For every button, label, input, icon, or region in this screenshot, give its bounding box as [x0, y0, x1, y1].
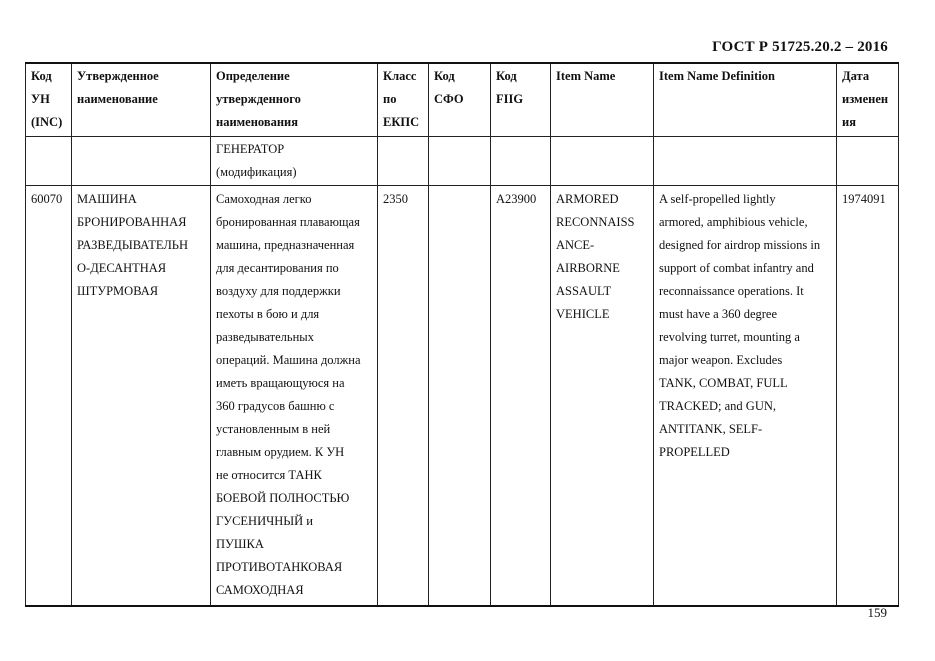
- cell-text-line: (INC): [31, 115, 63, 129]
- cell-text-line: ANCE-: [556, 238, 595, 252]
- col-header-sfo-code: [429, 63, 491, 137]
- cell-text-line: PROPELLED: [659, 445, 730, 459]
- cell-text-line: Определение: [216, 69, 290, 83]
- cell-text-line: ия: [842, 115, 856, 129]
- cell-text-line: VEHICLE: [556, 307, 610, 321]
- cell-text-line: ШТУРМОВАЯ: [77, 284, 159, 298]
- cell-text-line: Класс: [383, 69, 417, 83]
- cell-text-line: ГЕНЕРАТОР: [216, 142, 285, 156]
- cell-text-line: TANK, COMBAT, FULL: [659, 376, 788, 390]
- cell-text-line: УН: [31, 92, 50, 106]
- cell-text-line: A self-propelled lightly: [659, 192, 776, 206]
- cell-text-line: ГУСЕНИЧНЫЙ и: [216, 514, 313, 528]
- page-number: 159: [867, 605, 887, 620]
- cell-ekps-class: [378, 137, 429, 186]
- cell-text-line: Утвержденное: [77, 69, 159, 83]
- table-row: [26, 186, 899, 606]
- cell-text-line: не относится ТАНК: [216, 468, 322, 482]
- col-header-item-definition: [654, 63, 837, 137]
- cell-text-line: РАЗВЕДЫВАТЕЛЬН: [77, 238, 188, 252]
- cell-definition: [211, 137, 378, 186]
- cell-inc: 60070: [26, 186, 72, 606]
- cell-text-line: О-ДЕСАНТНАЯ: [77, 261, 167, 275]
- cell-text-line: ARMORED: [556, 192, 619, 206]
- cell-text-line: RECONNAISS: [556, 215, 635, 229]
- cell-text-line: операций. Машина должна: [216, 353, 361, 367]
- cell-text-line: по: [383, 92, 397, 106]
- cell-change-date: [837, 137, 899, 186]
- cell-fiig-code: [491, 137, 551, 186]
- cell-text-line: для десантирования по: [216, 261, 339, 275]
- cell-text-line: бронированная плавающая: [216, 215, 360, 229]
- cell-text-line: Item Name Definition: [659, 69, 775, 83]
- cell-text-line: разведывательных: [216, 330, 314, 344]
- cell-item-name: [551, 137, 654, 186]
- cell-text-line: ПУШКА: [216, 537, 264, 551]
- cell-inc: [26, 137, 72, 186]
- cell-text-line: изменен: [842, 92, 889, 106]
- cell-text-line: (модификация): [216, 165, 297, 179]
- cell-text-line: установленным в ней: [216, 422, 331, 436]
- cell-text-line: Дата: [842, 69, 870, 83]
- col-header-item-name: [551, 63, 654, 137]
- col-header-change-date: [837, 63, 899, 137]
- cell-definition: [211, 186, 378, 606]
- document-standard-header: ГОСТ Р 51725.20.2 – 2016: [712, 39, 888, 55]
- cell-text-line: иметь вращающуюся на: [216, 376, 345, 390]
- cell-text-line: воздуху для поддержки: [216, 284, 341, 298]
- cell-fiig-code: A23900: [491, 186, 551, 606]
- cell-approved-name: [72, 137, 211, 186]
- cell-text-line: САМОХОДНАЯ: [216, 583, 304, 597]
- cell-text-line: armored, amphibious vehicle,: [659, 215, 808, 229]
- table-row-continuation: [26, 137, 899, 186]
- cell-text-line: наименования: [216, 115, 299, 129]
- cell-text-line: главным орудием. К УН: [216, 445, 345, 459]
- cell-text-line: ЕКПС: [383, 115, 420, 129]
- cell-text-line: 360 градусов башню с: [216, 399, 335, 413]
- registry-table: [25, 62, 899, 607]
- cell-text-line: БОЕВОЙ ПОЛНОСТЬЮ: [216, 491, 350, 505]
- col-header-inc: [26, 63, 72, 137]
- cell-text-line: Item Name: [556, 69, 616, 83]
- col-header-definition: [211, 63, 378, 137]
- cell-text-line: МАШИНА: [77, 192, 137, 206]
- cell-text-line: утвержденного: [216, 92, 301, 106]
- cell-text-line: СФО: [434, 92, 464, 106]
- cell-sfo-code: [429, 186, 491, 606]
- cell-text-line: пехоты в бою и для: [216, 307, 320, 321]
- cell-text-line: Код: [434, 69, 455, 83]
- cell-text-line: major weapon. Excludes: [659, 353, 783, 367]
- cell-text-line: ASSAULT: [556, 284, 612, 298]
- cell-text-line: revolving turret, mounting a: [659, 330, 800, 344]
- cell-approved-name: [72, 186, 211, 606]
- cell-text-line: БРОНИРОВАННАЯ: [77, 215, 187, 229]
- cell-text-line: FIIG: [496, 92, 524, 106]
- cell-text-line: TRACKED; and GUN,: [659, 399, 777, 413]
- table-header-row: [26, 63, 899, 137]
- cell-text-line: support of combat infantry and: [659, 261, 814, 275]
- cell-text-line: машина, предназначенная: [216, 238, 355, 252]
- cell-text-line: ANTITANK, SELF-: [659, 422, 763, 436]
- col-header-approved-name: [72, 63, 211, 137]
- cell-text-line: Код: [31, 69, 52, 83]
- cell-text-line: designed for airdrop missions in: [659, 238, 821, 252]
- col-header-ekps-class: [378, 63, 429, 137]
- cell-text-line: наименование: [77, 92, 158, 106]
- cell-text-line: must have a 360 degree: [659, 307, 778, 321]
- cell-change-date: 1974091: [837, 186, 899, 606]
- cell-text-line: Код: [496, 69, 517, 83]
- cell-text-line: AIRBORNE: [556, 261, 620, 275]
- cell-ekps-class: 2350: [378, 186, 429, 606]
- cell-item-name: [551, 186, 654, 606]
- cell-sfo-code: [429, 137, 491, 186]
- col-header-fiig-code: [491, 63, 551, 137]
- cell-text-line: Самоходная легко: [216, 192, 312, 206]
- cell-item-definition: [654, 137, 837, 186]
- cell-text-line: ПРОТИВОТАНКОВАЯ: [216, 560, 343, 574]
- cell-item-definition: [654, 186, 837, 606]
- cell-text-line: reconnaissance operations. It: [659, 284, 804, 298]
